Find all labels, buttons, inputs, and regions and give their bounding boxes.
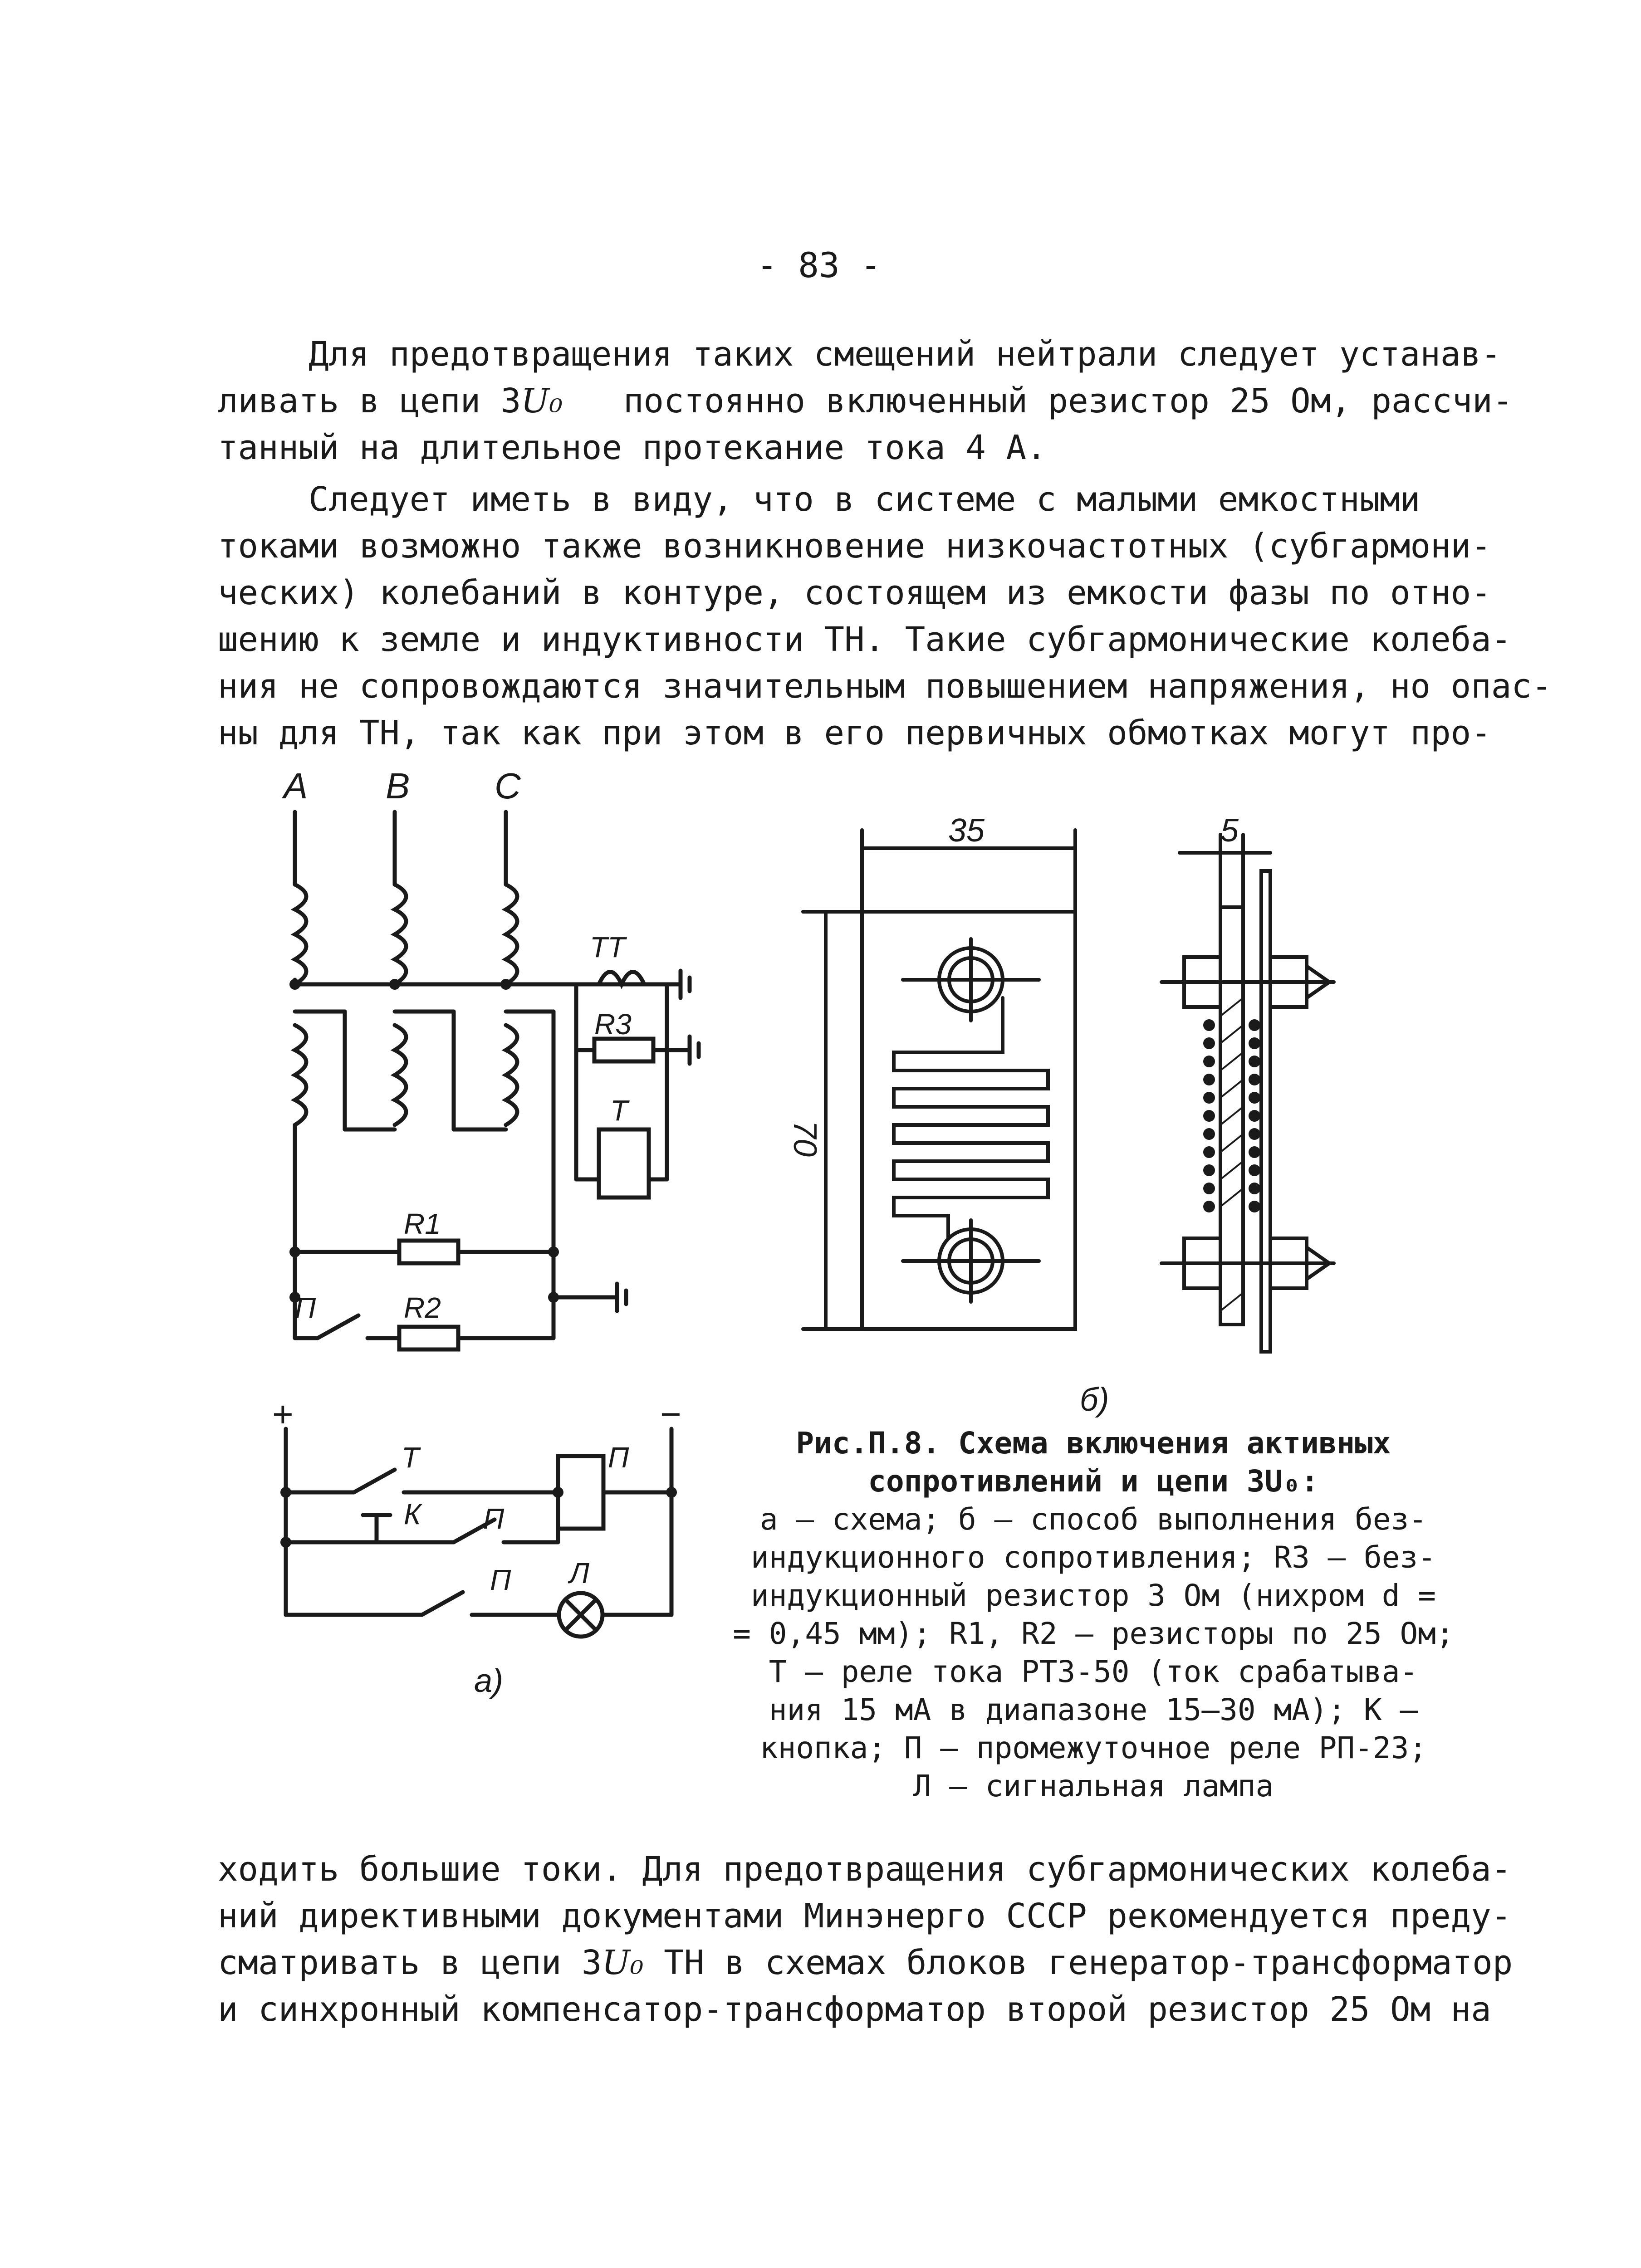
caption-line: Т – реле тока РТЗ-50 (ток срабатыва-: [769, 1654, 1418, 1689]
phase-label-a: A: [284, 766, 308, 806]
text-line: ний директивными документами Минэнерго СССР рекомендуется преду-: [218, 1897, 1512, 1936]
caption-line: кнопка; П – промежуточное реле РП-23;: [759, 1730, 1427, 1765]
text-line: ходить большие токи. Для предотвращения субгармонических колеба-: [218, 1850, 1512, 1889]
caption-line: = 0,45 мм); R1, R2 – резисторы по 25 Ом;: [733, 1616, 1454, 1651]
label-r1: R1: [404, 1207, 441, 1240]
label-p-switch: П: [295, 1291, 316, 1324]
label-p-relay: П: [608, 1441, 629, 1474]
dimension-35: 35: [948, 812, 985, 849]
phase-label-c: C: [495, 766, 521, 806]
text-line: ческих) колебаний в контуре, состоящем из емкости фазы по отно-: [218, 573, 1491, 612]
caption-line: индукционного сопротивления; R3 – без-: [751, 1540, 1436, 1575]
text-line: ния не сопровождаются значительным повышением напряжения, но опас-: [218, 667, 1552, 706]
label-tt: ТТ: [590, 931, 626, 963]
symbol-3u0: U₀: [602, 1943, 644, 1982]
label-k-button: К: [404, 1498, 421, 1530]
text-line: [218, 1940, 1513, 1986]
text-line: ны для ТН, так как при этом в его первичных обмотках могут про-: [218, 714, 1491, 753]
label-plus: +: [272, 1394, 294, 1434]
text-fragment: постоянно включенный резистор 25 Ом, рассчи-: [623, 381, 1513, 420]
text-fragment: ТН в схемах блоков генератор-трансформатор: [664, 1943, 1513, 1982]
label-p-contact-2: П: [490, 1564, 511, 1596]
label-t: Т: [610, 1094, 628, 1127]
phase-label-b: B: [386, 766, 410, 806]
symbol-3u0: U₀: [521, 381, 563, 420]
label-l-lamp: Л: [569, 1557, 589, 1589]
paragraph-3: [218, 1846, 1513, 2033]
caption-line: индукционный резистор 3 Ом (нихром d =: [751, 1578, 1436, 1613]
label-p-contact-1: П: [483, 1502, 505, 1535]
text-fragment: ливать в цепи 3: [218, 381, 521, 420]
caption-title-line: сопротивлений и цепи 3U₀:: [868, 1464, 1319, 1499]
text-line: и синхронный компенсатор-трансформатор второй резистор 25 Ом на: [218, 1990, 1491, 2029]
subfigure-label-a: а): [474, 1663, 504, 1699]
caption-line: Л – сигнальная лампа: [913, 1769, 1274, 1804]
label-r3: R3: [594, 1008, 632, 1041]
dimension-5: 5: [1220, 812, 1239, 849]
text-line: токами возможно также возникновение низкочастотных (субгармони-: [218, 527, 1491, 566]
figure-caption: [726, 1424, 1461, 1805]
label-minus: −: [660, 1394, 681, 1434]
label-t-contact: Т: [402, 1441, 420, 1474]
page-number: - 83 -: [756, 245, 882, 285]
subfigure-label-b: б): [1080, 1382, 1109, 1418]
text-line: Следует иметь в виду, что в системе с малыми емкостными: [309, 480, 1421, 519]
caption-line: ния 15 мА в диапазоне 15–30 мА); К –: [769, 1692, 1418, 1727]
text-line: танный на длительное протекание тока 4 А.: [218, 428, 1047, 467]
dimension-70: 70: [787, 1120, 823, 1157]
caption-title-line: Рис.П.8. Схема включения активных: [796, 1426, 1391, 1461]
caption-line: а – схема; б – способ выполнения без-: [759, 1502, 1427, 1537]
text-fragment: сматривать в цепи 3: [218, 1943, 602, 1982]
label-r2: R2: [404, 1291, 441, 1324]
text-line: шению к земле и индуктивности ТН. Такие субгармонические колеба-: [218, 620, 1512, 659]
text-line: Для предотвращения таких смещений нейтрали следует устанав-: [309, 335, 1501, 374]
